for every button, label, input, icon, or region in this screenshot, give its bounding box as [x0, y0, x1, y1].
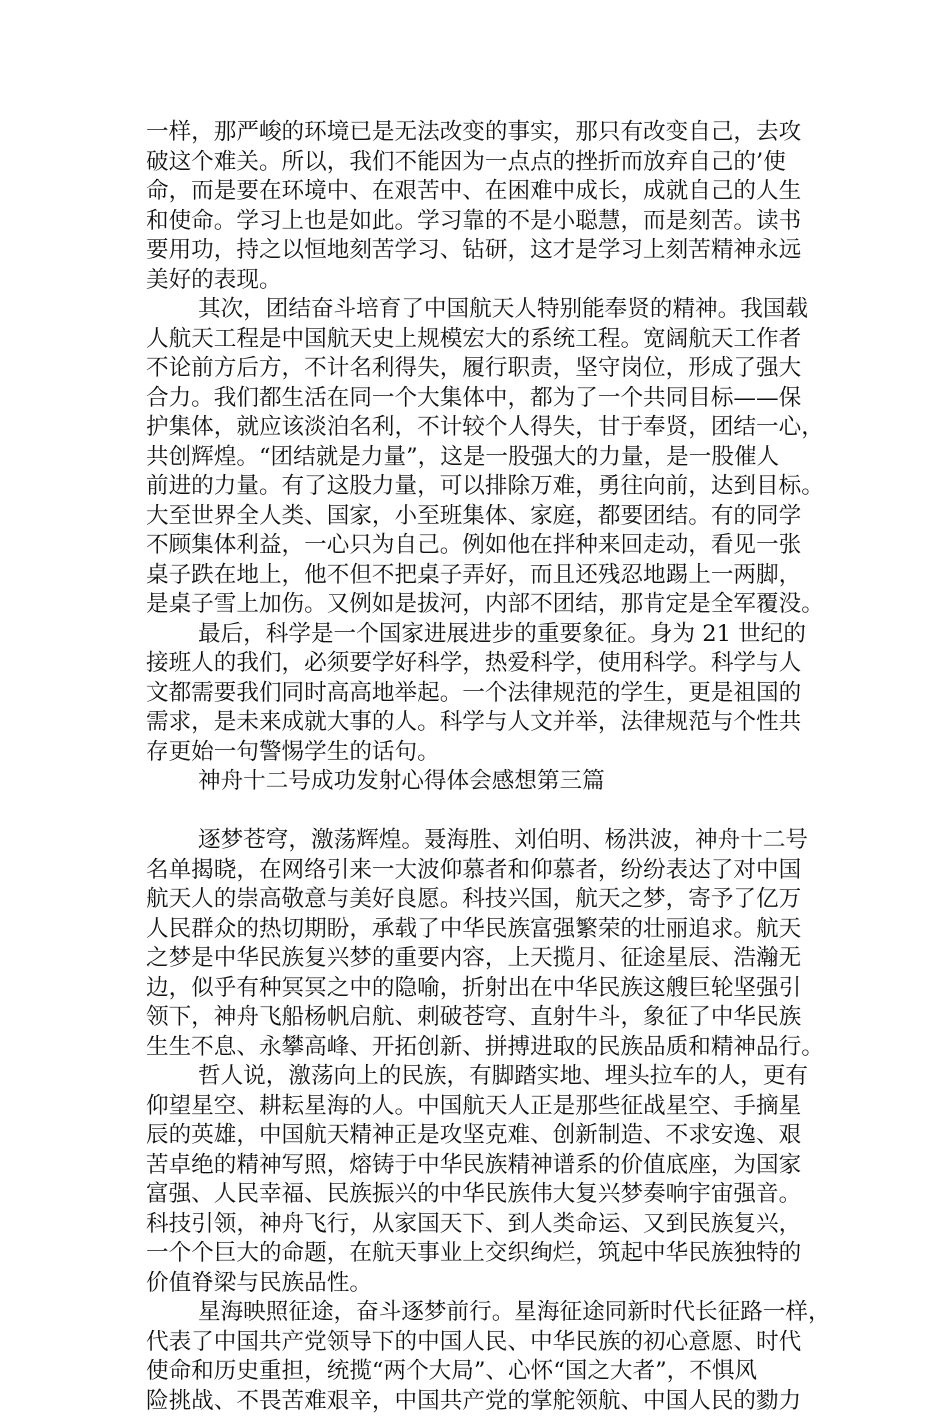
text-line: 险挑战、不畏苦难艰辛，中国共产党的掌舵领航、中国人民的勠力 [146, 1387, 826, 1416]
text-line: 仰望星空、耕耘星海的人。中国航天人正是那些征战星空、手摘星 [146, 1092, 826, 1122]
paragraph-star-sea [146, 1298, 826, 1416]
text-line: 存更始一句警惕学生的话句。 [146, 738, 826, 768]
text-line: 和使命。学习上也是如此。学习靠的不是小聪慧，而是刻苦。读书 [146, 207, 826, 237]
text-line: 需求，是未来成就大事的人。科学与人文并举，法律规范与个性共 [146, 708, 826, 738]
text-line: 生生不息、永攀高峰、开拓创新、拼搏进取的民族品质和精神品行。 [146, 1033, 826, 1063]
text-line: 其次，团结奋斗培育了中国航天人特别能奉贤的精神。我国载 [146, 295, 826, 325]
paragraph-dream [146, 826, 826, 1062]
text-line: 一样，那严峻的环境已是无法改变的事实，那只有改变自己，去攻 [146, 118, 826, 148]
paragraph-unity [146, 295, 826, 620]
text-line: 逐梦苍穹，激荡辉煌。聂海胜、刘伯明、杨洪波，神舟十二号 [146, 826, 826, 856]
text-line: 价值脊梁与民族品性。 [146, 1269, 826, 1299]
text-line: 桌子跌在地上，他不但不把桌子弄好，而且还残忍地踢上一两脚， [146, 561, 826, 591]
text-line: 大至世界全人类、国家，小至班集体、家庭，都要团结。有的同学 [146, 502, 826, 532]
text-line: 辰的英雄，中国航天精神正是攻坚克难、创新制造、不求安逸、艰 [146, 1121, 826, 1151]
text-line: 前进的力量。有了这股力量，可以排除万难，勇往向前，达到目标。 [146, 472, 826, 502]
text-line: 科技引领，神舟飞行，从家国天下、到人类命运、又到民族复兴， [146, 1210, 826, 1240]
text-line: 名单揭晓，在网络引来一大波仰慕者和仰慕者，纷纷表达了对中国 [146, 856, 826, 886]
text-line: 最后，科学是一个国家进展进步的重要象征。身为 21 世纪的 [146, 620, 826, 650]
text-line: 命，而是要在环境中、在艰苦中、在困难中成长，成就自己的人生 [146, 177, 826, 207]
paragraph-philosopher [146, 1062, 826, 1298]
text-line: 富强、人民幸福、民族振兴的中华民族伟大复兴梦奏响宇宙强音。 [146, 1180, 826, 1210]
text-line: 要用功，持之以恒地刻苦学习、钻研，这才是学习上刻苦精神永远 [146, 236, 826, 266]
document-page [146, 118, 826, 1416]
paragraph-continued [146, 118, 826, 295]
text-line: 之梦是中华民族复兴梦的重要内容，上天揽月、征途星辰、浩瀚无 [146, 944, 826, 974]
text-line: 不论前方后方，不计名利得失，履行职责，坚守岗位，形成了强大 [146, 354, 826, 384]
text-line: 破这个难关。所以，我们不能因为一点点的挫折而放弃自己的’使 [146, 148, 826, 178]
text-line: 人民群众的热切期盼，承载了中华民族富强繁荣的壮丽追求。航天 [146, 915, 826, 945]
blank-line [146, 797, 826, 827]
text-line: 星海映照征途，奋斗逐梦前行。星海征途同新时代长征路一样， [146, 1298, 826, 1328]
text-line: 共创辉煌。“团结就是力量”，这是一股强大的力量，是一股催人 [146, 443, 826, 473]
text-line: 是桌子雪上加伤。又例如是拔河，内部不团结，那肯定是全军覆没。 [146, 590, 826, 620]
text-line: 边，似乎有种冥冥之中的隐喻，折射出在中华民族这艘巨轮坚强引 [146, 974, 826, 1004]
text-line: 苦卓绝的精神写照，熔铸于中华民族精神谱系的价值底座，为国家 [146, 1151, 826, 1181]
text-line: 领下，神舟飞船杨帆启航、刺破苍穹、直射牛斗，象征了中华民族 [146, 1003, 826, 1033]
text-line: 接班人的我们，必须要学好科学，热爱科学，使用科学。科学与人 [146, 649, 826, 679]
text-line: 合力。我们都生活在同一个大集体中，都为了一个共同目标——保 [146, 384, 826, 414]
text-line: 文都需要我们同时高高地举起。一个法律规范的学生，更是祖国的 [146, 679, 826, 709]
section-heading: 神舟十二号成功发射心得体会感想第三篇 [146, 767, 826, 797]
text-line: 航天人的崇高敬意与美好良愿。科技兴国，航天之梦，寄予了亿万 [146, 885, 826, 915]
paragraph-science [146, 620, 826, 768]
text-line: 使命和历史重担，统揽“两个大局”、心怀“国之大者”，不惧风 [146, 1357, 826, 1387]
text-line: 不顾集体利益，一心只为自己。例如他在拌种来回走动，看见一张 [146, 531, 826, 561]
text-line: 代表了中国共产党领导下的中国人民、中华民族的初心意愿、时代 [146, 1328, 826, 1358]
text-line: 护集体，就应该淡泊名利，不计较个人得失，甘于奉贤，团结一心， [146, 413, 826, 443]
text-line: 哲人说，激荡向上的民族，有脚踏实地、埋头拉车的人，更有 [146, 1062, 826, 1092]
text-line: 人航天工程是中国航天史上规模宏大的系统工程。宽阔航天工作者 [146, 325, 826, 355]
text-line: 美好的表现。 [146, 266, 826, 296]
text-line: 一个个巨大的命题，在航天事业上交织绚烂，筑起中华民族独特的 [146, 1239, 826, 1269]
